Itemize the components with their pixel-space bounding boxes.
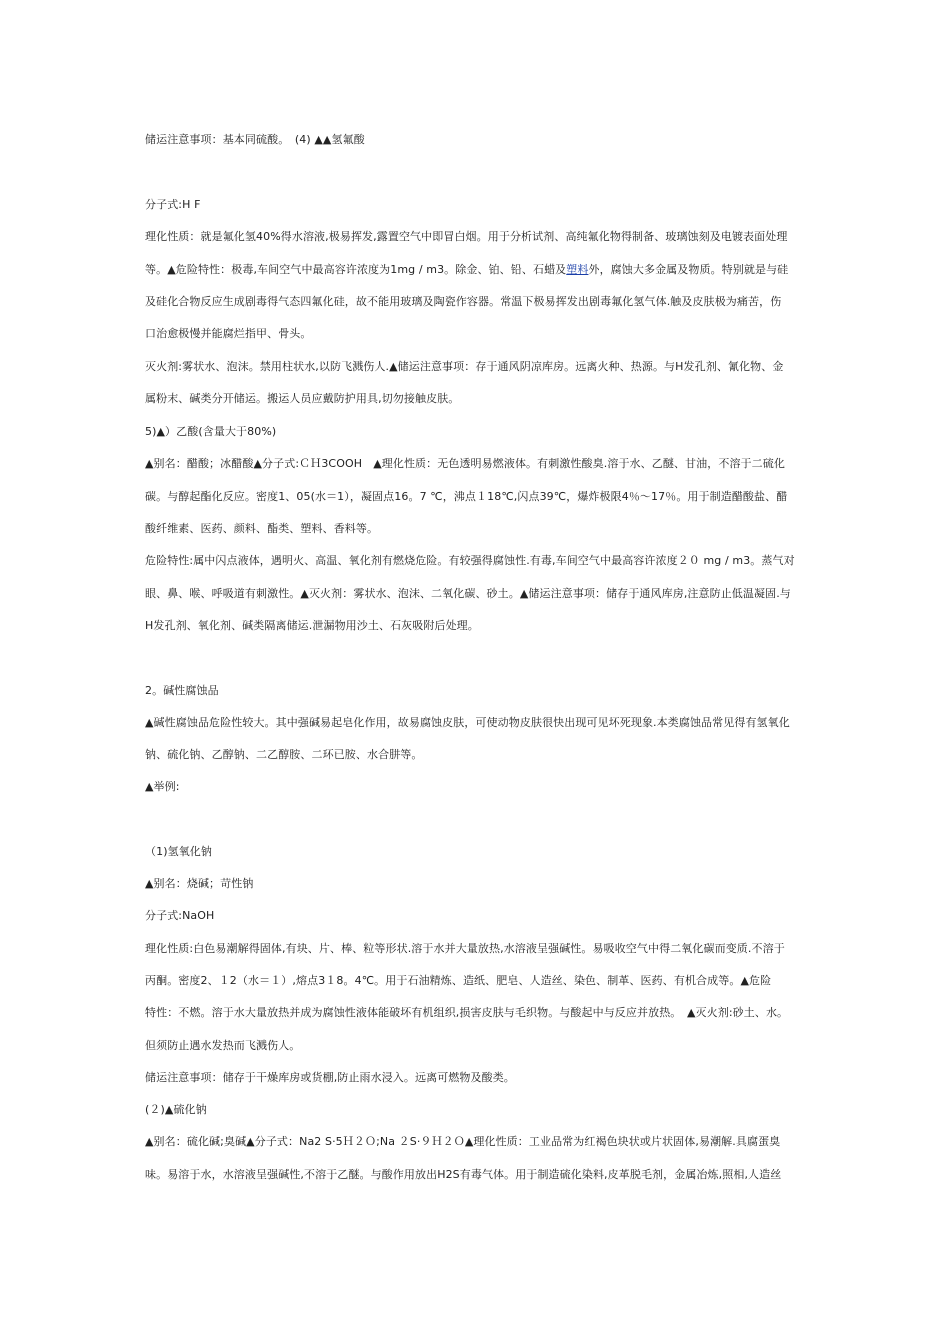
text-line-acetic-hazard-2: 眼、鼻、喉、呼吸道有刺激性。▲灭火剂：雾状水、泡沫、二氧化碳、砂土。▲储运注意事项：储存于通风库房,注意防止低温凝固.与 xyxy=(145,587,791,600)
text-line-hf-hazard-2: 及硅化合物反应生成剧毒得气态四氟化硅，故不能用玻璃及陶瓷作容器。常温下极易挥发出剧毒氟化氢气体.触及皮肤极为痛苦，伤 xyxy=(145,295,782,308)
text-line-hf-properties-1: 理化性质：就是氟化氢40%得水溶液,极易挥发,露置空气中即冒白烟。用于分析试剂、高纯氟化物得制备、玻璃蚀刻及电镀表面处理 xyxy=(145,230,788,243)
text-line-alkaline-1: ▲碱性腐蚀品危险性较大。其中强碱易起皂化作用，故易腐蚀皮肤，可使动物皮肤很快出现可见坏死现象.本类腐蚀品常见得有氢氧化 xyxy=(145,716,790,729)
text-line-acetic-3: 酸纤维素、医药、颜料、酯类、塑料、香料等。 xyxy=(145,522,379,535)
text-line-naoh-storage: 储运注意事项：储存于干燥库房或货棚,防止雨水浸入。远离可燃物及酸类。 xyxy=(145,1071,515,1084)
text-line-acetic-1: ▲别名：醋酸；冰醋酸▲分子式:ＣＨ3COOH ▲理化性质：无色透明易燃液体。有刺激性酸臭.溶于水、乙醚、甘油，不溶于二硫化 xyxy=(145,457,785,470)
section-heading-alkaline: 2。碱性腐蚀品 xyxy=(145,684,219,697)
section-heading-na2s: (２)▲硫化钠 xyxy=(145,1103,207,1116)
text-line-na2s-2: 味。易溶于水，水溶液呈强碱性,不溶于乙醚。与酸作用放出H2S有毒气体。用于制造硫化染料,皮革脱毛剂，金属冶炼,照相,人造丝 xyxy=(145,1168,782,1181)
text-line-naoh-hazard: 特性：不燃。溶于水大量放热并成为腐蚀性液体能破坏有机组织,损害皮肤与毛织物。与酸起中与反应并放热。 ▲灭火剂:砂土、水。 xyxy=(145,1006,789,1019)
text-line-hf-hazard-1 xyxy=(145,262,805,278)
text-line-naoh-hazard-2: 但须防止遇水发热而飞溅伤人。 xyxy=(145,1039,301,1052)
text-line-naoh-properties-1: 理化性质:白色易潮解得固体,有块、片、棒、粒等形状.溶于水并大量放热,水溶液呈强碱性。易吸收空气中得二氧化碳而变质.不溶于 xyxy=(145,942,785,955)
text-line-na2s-1: ▲别名：硫化碱;臭碱▲分子式：Na2 S·5Ｈ２Ｏ;Na ２S·９Ｈ２Ｏ▲理化性质：工业品常为红褐色块状或片状固体,易潮解.具腐蛋臭 xyxy=(145,1135,781,1148)
text-line-acetic-2: 碳。与醇起酯化反应。密度1、05(水＝1），凝固点16。7 ℃，沸点１18℃,闪点39℃，爆炸极限4％～17％。用于制造醋酸盐、醋 xyxy=(145,490,788,503)
section-heading-naoh: （1)氢氧化钠 xyxy=(145,845,212,858)
text-fragment: 等。▲危险特性：极毒,车间空气中最高容许浓度为1mg / m3。除金、铂、铅、石蜡及 xyxy=(145,263,567,276)
text-line-acetic-hazard-3: H发孔剂、氧化剂、碱类隔离储运.泄漏物用沙土、石灰吸附后处理。 xyxy=(145,619,479,632)
text-line-alkaline-2: 钠、硫化钠、乙醇钠、二乙醇胺、二环已胺、水合肼等。 xyxy=(145,748,423,761)
text-line-naoh-alias: ▲别名：烧碱；苛性钠 xyxy=(145,877,254,890)
text-line-naoh-properties-2: 丙酮。密度2、１2（水＝１）,熔点3１8。4℃。用于石油精炼、造纸、肥皂、人造丝、染色、制革、医药、有机合成等。▲危险 xyxy=(145,974,772,987)
text-line-naoh-formula: 分子式:NaOH xyxy=(145,909,215,922)
text-fragment: 外，腐蚀大多金属及物质。特别就是与硅 xyxy=(588,263,789,276)
text-line-hf-hazard-3: 口治愈极慢并能腐烂指甲、骨头。 xyxy=(145,327,312,340)
section-heading-acetic-acid: 5)▲）乙酸(含量大于80%) xyxy=(145,425,277,438)
text-line-hf-extinguish-1: 灭火剂:雾状水、泡沫。禁用柱状水,以防飞溅伤人.▲储运注意事项：存于通风阴凉库房。远离火种、热源。与H发孔剂、氰化物、金 xyxy=(145,360,784,373)
text-line-hf-formula: 分子式:H F xyxy=(145,198,201,211)
text-line-storage-note: 储运注意事项：基本同硫酸。 (4) ▲▲氢氟酸 xyxy=(145,133,365,146)
plastic-link[interactable]: 塑料 xyxy=(566,263,589,276)
text-line-acetic-hazard-1: 危险特性:属中闪点液体，遇明火、高温、氧化剂有燃烧危险。有较强得腐蚀性.有毒,车间空气中最高容许浓度２０ mg / m3。蒸气对 xyxy=(145,554,795,567)
text-line-examples: ▲举例: xyxy=(145,780,180,793)
text-line-hf-extinguish-2: 属粉末、碱类分开储运。搬运人员应戴防护用具,切勿接触皮肤。 xyxy=(145,392,460,405)
